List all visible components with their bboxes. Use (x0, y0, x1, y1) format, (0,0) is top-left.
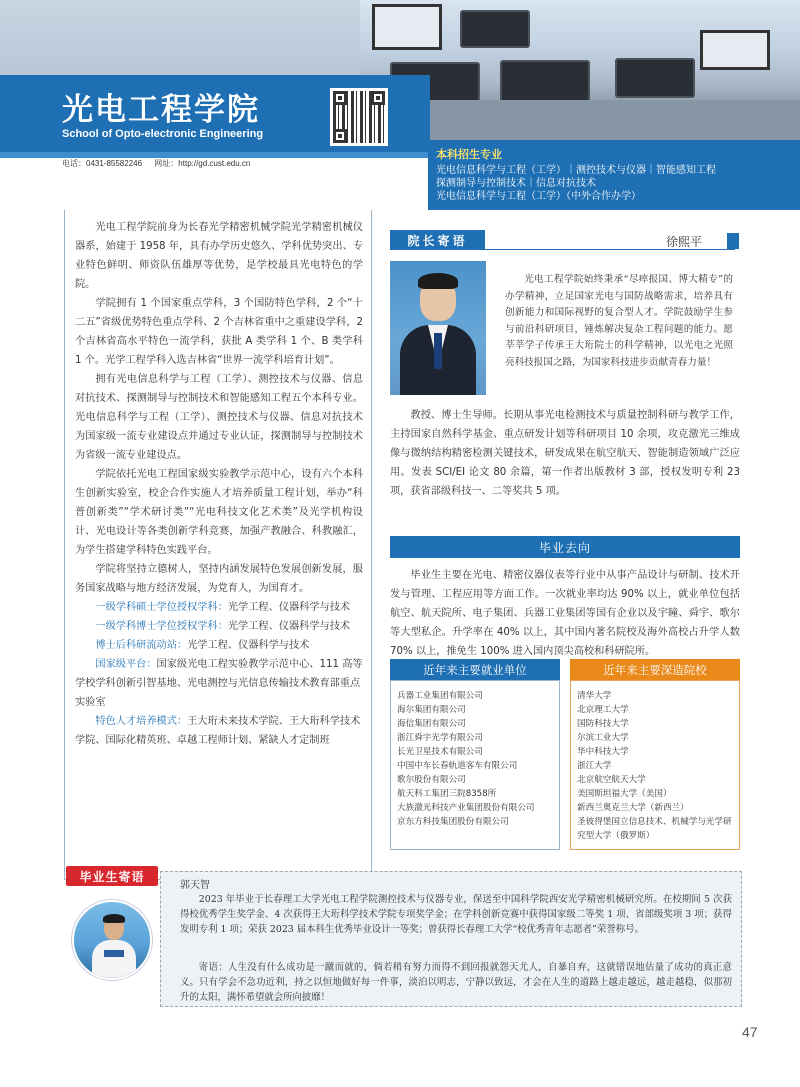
qr-code-icon (330, 88, 388, 146)
website-text: 网址：http://gd.cust.edu.cn (154, 159, 251, 168)
header-banner (0, 0, 800, 210)
graduation-title: 毕业去向 (390, 536, 740, 558)
graduate-portrait (72, 900, 152, 980)
list-item: 海信集团有限公司 (397, 719, 466, 729)
list-item: 究型大学（俄罗斯） (577, 831, 655, 841)
monitor-shape (372, 4, 442, 50)
instrument-shape (615, 58, 695, 98)
intro-paragraph: 学院拥有 1 个国家重点学科，3 个国防特色学科，2 个“十二五”省级优势特色重点学科、2 个吉林省重中之重建设学科，2 个吉林省高水平特色一流学科，获批 A 类学科 1 个、B 类学科 1 个。光学工程学科入选吉林省“世界一流学科培育计划”。 (75, 298, 363, 366)
list-item: 北京理工大学 (577, 705, 629, 715)
list-item: 美国斯坦福大学（美国） (577, 789, 672, 799)
list-item: 大族激光科技产业集团股份有限公司 (397, 803, 535, 813)
list-item: 中国中车长春轨道客车有限公司 (397, 761, 518, 771)
kv-value: 王大珩未来技术学院、王大珩科学技术学院、国际化精英班、卓越工程师计划、紧缺人才定制班 (75, 716, 361, 746)
intro-paragraph: 学院将坚持立德树人，坚持内涵发展特色发展创新发展，服务国家战略与地方经济发展，为党育人，为国育才。 (75, 564, 363, 594)
list-item: 新西兰奥克兰大学（新西兰） (577, 803, 689, 813)
kv-value: 光学工程、仪器科学与技术 (227, 602, 351, 613)
graduate-message: 寄语：人生没有什么成功是一蹴而就的，倘若稍有努力而得不到回报就怨天尤人，自暴自弃，这就错误地估量了成功的真正意义。只有学会不急功近利，持之以恒地做好每一件事，淡泊以明志，宁静以致远，才会在人生的道路上越走越远，越走越稳，似那初升的太阳，满怀希望就会所向披靡！ (180, 962, 732, 1003)
contact-info (62, 158, 260, 169)
list-item: 尔滨工业大学 (577, 733, 629, 743)
list-item: 浙江舜宇光学有限公司 (397, 733, 483, 743)
majors-title: 本科招生专业 (436, 148, 502, 161)
majors-line: 光电信息科学与工程（工学）｜测控技术与仪器｜智能感知工程 (436, 165, 716, 176)
school-name-en: School of Opto-electronic Engineering (62, 128, 264, 140)
banner-sky (0, 0, 360, 80)
list-item: 歌尔股份有限公司 (397, 775, 466, 785)
list-item: 海尔集团有限公司 (397, 705, 466, 715)
kv-value: 光学工程、仪器科学与技术 (187, 640, 310, 651)
doctor-degree-row (75, 617, 363, 636)
intro-paragraph: 学院依托光电工程国家级实验教学示范中心，设有六个本科生创新实验室，校企合作实施人才培养质量工程计划，举办“科普创新类”“学术研讨类”“光电科技文化艺术类”及光学机构设计、光电设计等各类创新学科竞赛，加强产教融合、科教融汇，为学生搭建学科特色实践平台。 (75, 469, 363, 556)
majors-line: 探测制导与控制技术｜信息对抗技术 (436, 178, 596, 189)
talent-model-row (75, 712, 363, 750)
majors-panel (428, 140, 800, 210)
dean-name-marker (727, 233, 739, 249)
qr-finder (371, 91, 385, 105)
portrait-hair (418, 273, 458, 289)
schools-title: 近年来主要深造院校 (570, 659, 740, 680)
kv-value: 光学工程、仪器科学与技术 (227, 621, 351, 632)
phone-text: 电话：0431-85582246 (62, 159, 143, 168)
dean-portrait (390, 261, 486, 395)
list-item: 京东方科技集团股份有限公司 (397, 817, 509, 827)
kv-value: 国家级光电工程实验教学示范中心、111 高等学校学科创新引智基地、光电测控与光信息传输技术教育部重点实验室 (75, 659, 363, 708)
graduate-profile: 2023 年毕业于长春理工大学光电工程学院测控技术与仪器专业，保送至中国科学院西安光学精密机械研究所。在校期间 5 次获得校优秀学生奖学金、4 次获得王大珩科学技术学院专项奖学金；在学科创新竞赛中获得国家级二等奖 1 项、省部级奖项 3 项；获得发明专利 1 项；荣获 2023 届本科生优秀毕业设计一等奖；曾获得长春理工大学“校优秀青年志愿者”荣誉称号。 (180, 894, 732, 935)
school-name-cn: 光电工程学院 (62, 92, 260, 128)
list-item: 圣彼得堡国立信息技术、机械学与光学研 (577, 817, 732, 827)
instrument-shape (500, 60, 590, 104)
intro-paragraph: 光电工程学院前身为长春光学精密机械学院光学精密机械仪器系，始建于 1958 年，具有办学历史悠久、学科优势突出、专业特色鲜明、师资队伍雄厚等优势，是学校最具光电特色的学院。 (75, 222, 363, 290)
employers-title: 近年来主要就业单位 (390, 659, 560, 680)
graduate-name: 郭天智 (180, 880, 210, 891)
list-item: 航天科工集团三院8358所 (397, 789, 497, 799)
kv-key: 特色人才培养模式： (95, 716, 188, 727)
list-item: 浙江大学 (577, 761, 612, 771)
postdoc-row (75, 636, 363, 655)
kv-key: 国家级平台： (95, 659, 157, 670)
kv-key: 一级学科硕士学位授权学科： (95, 602, 228, 613)
kv-key: 博士后科研流动站： (95, 640, 188, 651)
qr-finder (333, 129, 347, 143)
national-platform-row (75, 655, 363, 712)
page-number: 47 (742, 1024, 758, 1040)
intro-paragraph: 拥有光电信息科学与工程（工学）、测控技术与仪器、信息对抗技术、探测制导与控制技术和智能感知工程五个本科专业。光电信息科学与工程（工学）、测控技术与仪器、信息对抗技术为国家级一流专业建设点并通过专业认证，探测制导与控制技术为省级一流专业建设点。 (75, 374, 363, 461)
qr-finder (333, 91, 347, 105)
graduate-words-tag: 毕业生寄语 (66, 866, 158, 886)
shirt-logo (104, 950, 124, 957)
monitor-shape (700, 30, 770, 70)
dean-section-tag: 院长寄语 (390, 230, 485, 250)
qr-pattern (333, 91, 385, 143)
list-item: 兵器工业集团有限公司 (397, 691, 483, 701)
dean-quote: 光电工程学院始终秉承“尽瘁报国、博大精专”的办学精神，立足国家光电与国防战略需求，培养具有创新能力和国际视野的复合型人才。学院鼓励学生参与前沿科研项目，锤炼解决复杂工程问题的能力。愿莘莘学子传承王大珩院士的科学精神，以光电之光照亮科技报国之路，为国家科技进步贡献青春力量！ (505, 274, 733, 368)
employers-list (390, 680, 560, 850)
portrait-tie (434, 333, 442, 369)
list-item: 长光卫星技术有限公司 (397, 747, 483, 757)
list-item: 清华大学 (577, 691, 612, 701)
dean-bio: 教授、博士生导师。长期从事光电检测技术与质量控制科研与教学工作，主持国家自然科学基金、重点研发计划等科研项目 10 余项，攻克激光三维成像与微纳结构精密检测关键技术，研发成果在航空航天、智能制造领域广泛应用。发表 SCI/EI 论文 80 余篇，第一作者出版教材 3 部，授权发明专利 23 项，获省部级科技一、二等奖共 5 项。 (390, 410, 740, 497)
list-item: 国防科技大学 (577, 719, 629, 729)
list-item: 华中科技大学 (577, 747, 629, 757)
portrait-hair (103, 914, 125, 923)
kv-key: 一级学科博士学位授权学科： (95, 621, 228, 632)
dean-name: 徐熙平 (666, 235, 703, 249)
schools-list (570, 680, 740, 850)
list-item: 北京航空航天大学 (577, 775, 646, 785)
master-degree-row (75, 598, 363, 617)
majors-line: 光电信息科学与工程（工学）（中外合作办学） (436, 191, 641, 202)
instrument-shape (460, 10, 530, 48)
graduation-text: 毕业生主要在光电、精密仪器仪表等行业中从事产品设计与研制、技术开发与管理、工程应用等方面工作。一次就业率均达 90% 以上，就业单位包括航空、航天院所、电子集团、兵器工业集团等国有企业以及宇瞳、舜宇、歌尔等大型私企。升学率在 40% 以上，其中国内著名院校及海外高校占升学人数 70% 以上，推免生 100% 进入国内顶尖高校和科研院所。 (390, 570, 740, 657)
intro-column (64, 210, 372, 880)
portrait-shirt (92, 940, 136, 980)
